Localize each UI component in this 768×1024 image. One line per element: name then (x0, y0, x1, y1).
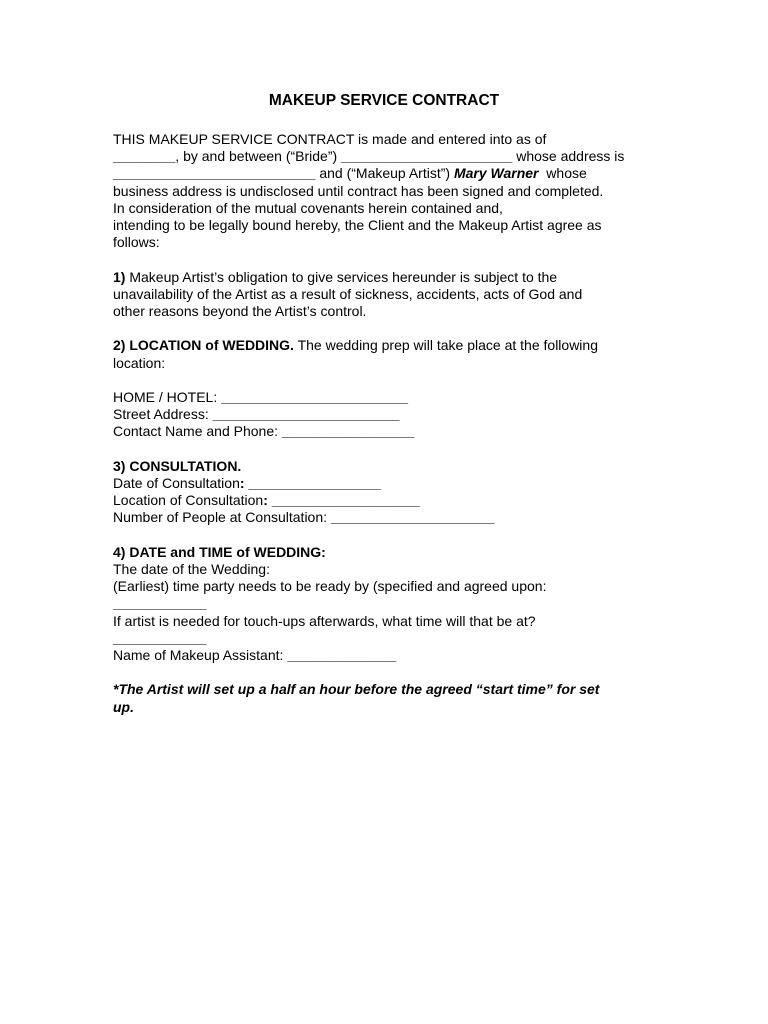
intro-line: THIS MAKEUP SERVICE CONTRACT is made and entered into as of (113, 131, 547, 147)
consultation-location-colon: : (263, 492, 272, 509)
address-blank: __________________________ (113, 165, 316, 182)
touchup-blank: ____________ (113, 629, 207, 646)
intro-paragraph (113, 131, 653, 251)
home-hotel-blank: ________________________ (221, 389, 408, 405)
section-1-line: other reasons beyond the Artist’s control. (113, 303, 367, 320)
bride-blank: ______________________ (341, 148, 513, 165)
intro-text: , by and between (“Bride”) (175, 148, 342, 165)
section-3-line (113, 492, 653, 509)
document-title: MAKEUP SERVICE CONTRACT (268, 92, 500, 109)
consultation-people-blank: _____________________ (330, 509, 495, 526)
section-3-line (113, 475, 653, 492)
touchup-label: If artist is needed for touch-ups afterwards, what time will that be at? (113, 612, 536, 629)
section-3-line (113, 509, 653, 526)
section-4-heading: 4) DATE and TIME of WEDDING: (113, 543, 326, 560)
setup-note-line: up. (113, 698, 134, 715)
contact-label: Contact Name and Phone: (113, 423, 282, 440)
intro-line (113, 165, 653, 182)
intro-line: intending to be legally bound hereby, the Client and the Makeup Artist agree as (113, 217, 602, 234)
section-1-line (113, 269, 653, 286)
intro-line: In consideration of the mutual covenants herein contained and, (113, 199, 503, 216)
intro-line: follows: (113, 234, 160, 251)
contract-body (113, 131, 653, 716)
section-2-line (113, 337, 653, 354)
artist-name: Mary Warner (453, 165, 539, 182)
intro-line (113, 148, 653, 165)
intro-line: business address is undisclosed until contract has been signed and completed. (113, 182, 604, 199)
section-2-text: The wedding prep will take place at the following (293, 337, 598, 354)
section-4 (113, 544, 653, 664)
street-address-blank: ________________________ (212, 406, 400, 423)
intro-text: and (“Makeup Artist”) (315, 165, 454, 182)
street-address-label: Street Address: (113, 406, 213, 423)
ready-time-blank: ____________ (113, 595, 207, 612)
assistant-label: Name of Makeup Assistant: (113, 647, 288, 664)
contact-blank: _________________ (281, 423, 415, 440)
home-hotel-label: HOME / HOTEL: (113, 389, 222, 405)
setup-note-line: *The Artist will set up a half an hour before the agreed “start time” for set (113, 681, 600, 698)
section-2-line (113, 389, 653, 406)
consultation-date-blank: _________________ (248, 475, 381, 491)
consultation-location-label: Location of Consultation (113, 492, 264, 509)
intro-text: whose (538, 165, 587, 182)
setup-note (113, 681, 653, 715)
section-2-line: location: (113, 354, 166, 371)
date-blank: ________ (113, 148, 176, 165)
section-2-heading: 2) LOCATION of WEDDING. (113, 337, 294, 354)
consultation-location-blank: ___________________ (271, 492, 420, 509)
consultation-people-label: Number of People at Consultation: (113, 509, 331, 526)
intro-text: whose address is (512, 148, 625, 165)
section-1-text: Makeup Artist’s obligation to give services hereunder is subject to the (125, 268, 558, 285)
section-1 (113, 269, 653, 321)
section-3-heading: 3) CONSULTATION. (113, 457, 242, 474)
section-1-number: 1) (113, 268, 126, 285)
section-1-line: unavailability of the Artist as a result of sickness, accidents, acts of God and (113, 285, 583, 302)
consultation-date-colon: : (239, 475, 249, 491)
section-2-line (113, 406, 653, 423)
assistant-blank: ______________ (287, 647, 397, 664)
section-2-line (113, 423, 653, 440)
wedding-date-label: The date of the Wedding: (113, 561, 270, 577)
section-2 (113, 337, 653, 440)
section-3 (113, 458, 653, 527)
ready-time-label: (Earliest) time party needs to be ready by (specified and agreed upon: (113, 578, 547, 595)
section-4-line (113, 647, 653, 664)
consultation-date-label: Date of Consultation (113, 475, 240, 491)
